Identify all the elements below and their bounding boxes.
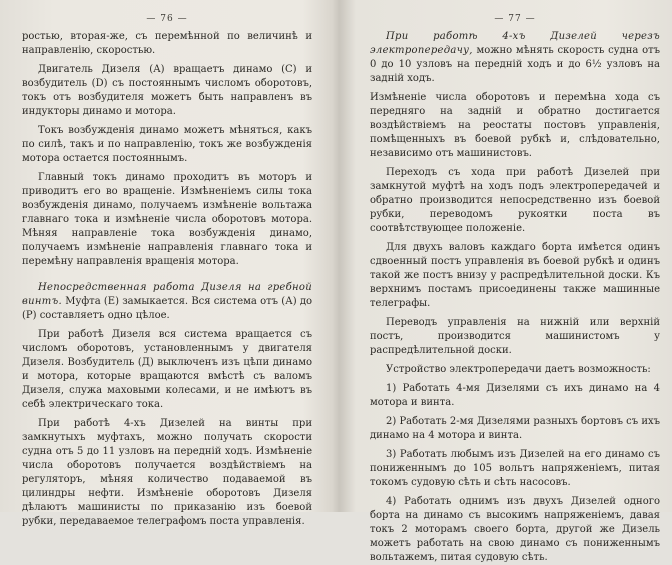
paragraph: Для двухъ валовъ каждаго борта имѣется одинъ сдвоенный постъ управленія въ боевой рубкѣ и одинъ такой же постъ внизу у распредѣлительной доски. Къ верхнимъ постамъ присоединены также машинные телеграфы. xyxy=(370,242,660,309)
section-heading-tail: Муфта (Е) замыкается. Вся система отъ (А) до (Р) составляетъ одно цѣлое. xyxy=(22,296,312,321)
right-page xyxy=(370,14,660,563)
paragraph: Токъ возбужденія динамо можетъ мѣняться, какъ по силѣ, такъ и по направленію, токъ же возбужденія мотора остается постояннымъ. xyxy=(22,125,312,164)
list-item: 1) Работать 4-мя Дизелями съ ихъ динамо на 4 мотора и винта. xyxy=(370,383,660,408)
paragraph: Двигатель Дизеля (А) вращаетъ динамо (С) и возбудитель (D) съ постояннымъ числомъ оборотовъ, токъ отъ возбудителя можетъ быть направленъ въ индукторы динамо и мотора. xyxy=(22,64,312,117)
paragraph: Переводъ управленія на нижній или верхній постъ, производится машинистомъ у распредѣлительной доски. xyxy=(370,317,660,356)
paragraph: При работѣ Дизеля вся система вращается съ числомъ оборотовъ, установленнымъ у двигателя Дизеля. Возбудитель (Д) выключенъ изъ цѣпи динамо и мотора, которые вращаются вмѣстѣ съ валомъ Дизеля, служа маховыми колесами, и не имѣютъ въ себѣ электрическаго тока. xyxy=(22,329,312,410)
list-item: 3) Работать любымъ изъ Дизелей на его динамо съ пониженнымъ до 105 вольтъ напряженіемъ, питая токомъ судовую сѣть и сѣть насосовъ. xyxy=(370,449,660,488)
paragraph: ростью, вторая-же, съ перемѣнной по величинѣ и направленію, скоростью. xyxy=(22,31,312,56)
page-number: — 77 — xyxy=(494,14,536,24)
paragraph: Переходъ съ хода при работѣ Дизелей при замкнутой муфтѣ на ходъ подъ электропередачей и обратно производится непосредственно изъ боевой рубки, переводомъ рукоятки поста въ соотвѣтствующее положеніе. xyxy=(370,167,660,234)
section-heading: Непосредственная работа Дизеля на гребной винтъ. xyxy=(22,282,312,307)
page-number: — 76 — xyxy=(146,14,188,24)
list-item: 4) Работать однимъ изъ двухъ Дизелей одного борта на динамо съ высокимъ напряженіемъ, давая токъ 2 моторамъ своего борта, другой же Дизель можетъ работать на свою динамо съ пониженнымъ вольтажемъ, питая судовую сѣть. xyxy=(370,496,660,563)
section-paragraph xyxy=(370,30,660,86)
paragraph: Главный токъ динамо проходитъ въ моторъ и приводитъ его во вращеніе. Измѣненіемъ силы тока возбужденія динамо, получаемъ измѣненіе вольтажа главнаго тока и измѣненіе числа оборотовъ мотора. Мѣняя направленіе тока возбужденія динамо, получаемъ измѣненіе направленія главнаго тока и перемѣну направленія вращенія мотора. xyxy=(22,172,312,267)
paragraph: Измѣненіе числа оборотовъ и перемѣна хода съ передняго на задній и обратно достигается воздѣйствіемъ на реостаты постовъ управленія, помѣщенныхъ въ боевой рубкѣ и, слѣдовательно, независимо отъ машинистовъ. xyxy=(370,92,660,159)
left-page xyxy=(22,14,312,527)
paragraph: При работѣ 4-хъ Дизелей на винты при замкнутыхъ муфтахъ, можно получать скорости судна отъ 5 до 11 узловъ на передній ходъ. Измѣненіе числа оборотовъ получается воздѣйствіемъ на регуляторъ, мѣняя количество подаваемой въ цилиндры нефти. Измѣненіе оборотовъ Дизеля дѣлаютъ машинисты по приказанію изъ боевой рубки, передаваемое телеграфомъ поста управленія. xyxy=(22,418,312,527)
section-paragraph xyxy=(22,281,312,323)
section-heading-tail: можно мѣнять скорость судна отъ 0 до 10 узловъ на передній ходъ и до 6½ узловъ на задній ходъ. xyxy=(370,45,660,84)
paragraph: Устройство электропередачи даетъ возможность: xyxy=(386,364,651,375)
section-heading: При работѣ 4-хъ Дизелей черезъ электропередачу, xyxy=(370,31,660,56)
list-item: 2) Работать 2-мя Дизелями разныхъ бортовъ съ ихъ динамо на 4 мотора и винта. xyxy=(370,416,660,441)
